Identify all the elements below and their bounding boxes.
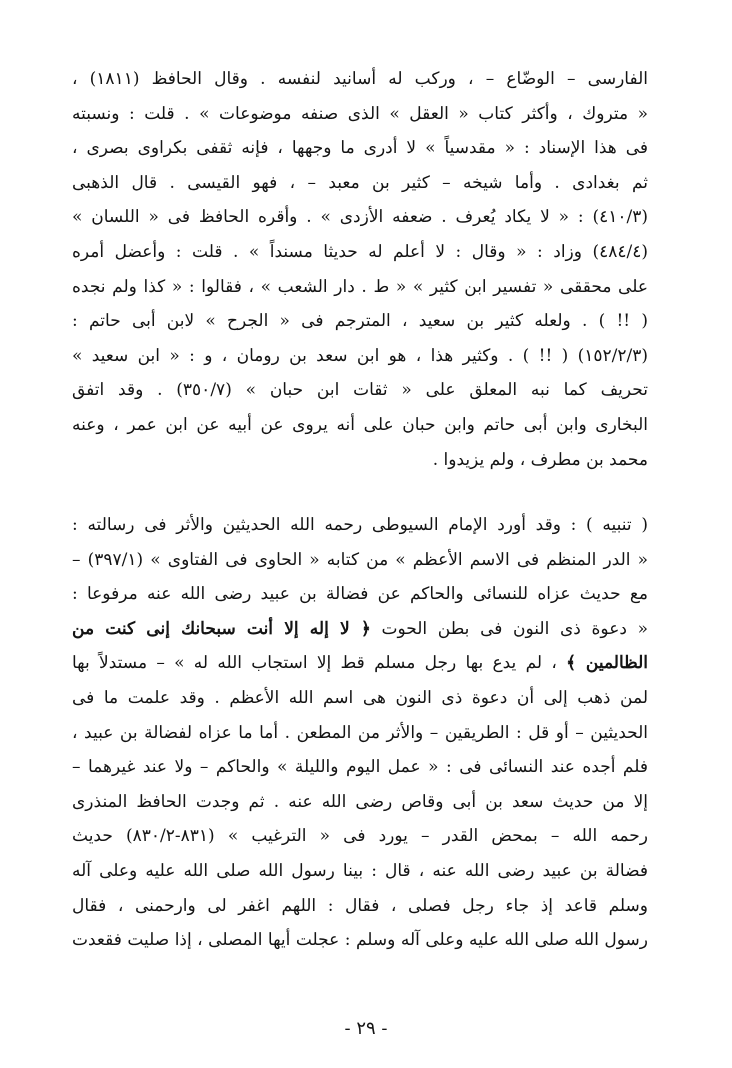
text-line: رحمه الله – بمحض القدر – يورد فى « الترغيب » (٨٣١-٨٣٠/٢) حديث [72, 826, 648, 847]
text-line: إلا من حديث سعد بن أبى وقاص رضى الله عنه . ثم وجدت الحافظ المنذرى [72, 791, 648, 812]
text-line: (٤٨٤/٤) وزاد : « وقال : لا أعلم له حديثا مسنداً » . قلت : وأعضل أمره [72, 241, 648, 262]
text-line-quran: « دعوة ذى النون فى بطن الحوت ﴿ لا إله إلا أنت سبحانك إنى كنت من [72, 618, 648, 639]
quran-verse: الظالمين ﴾ [566, 653, 648, 674]
text-line: « متروك ، وأكثر كتاب « العقل » الذى صنفه موضوعات » . قلت : ونسبته [72, 103, 648, 124]
text-line: فى هذا الإسناد : « مقدسياً » لا أدرى ما وجهها ، فإنه ثقفى بكراوى بصرى ، [72, 138, 648, 159]
text-line: « الدر المنظم فى الاسم الأعظم » من كتابه « الحاوى فى الفتاوى » (٣٩٧/١) – [72, 549, 648, 570]
text-line-quran: الظالمين ﴾ ، لم يدع بها رجل مسلم قط إلا استجاب الله له » – مستدلاً بها [72, 653, 648, 674]
text-line: (١٥٢/٢/٣) ( !! ) . وكثير هذا ، هو ابن سعد بن رومان ، و : « ابن سعيد » [72, 345, 648, 366]
text-line: الفارسى – الوضّاع – ، وركب له أسانيد لنفسه . وقال الحافظ (١٨١١) ، [72, 69, 648, 89]
text-line: (٤١٠/٣) : « لا يكاد يُعرف . ضعفه الأزدى » . وأقره الحافظ فى « اللسان » [72, 207, 648, 228]
text-line: على محققى « تفسير ابن كثير » « ط . دار الشعب » ، فقالوا : « كذا ولم نجده [72, 276, 648, 297]
text-line: فضالة بن عبيد رضى الله عنه ، قال : بينا رسول الله صلى الله عليه وعلى آله [72, 860, 648, 881]
text-line: ثم بغدادى . وأما شيخه – كثير بن معبد – ، فهو القيسى . قال الذهبى [72, 172, 648, 193]
text-line: ( !! ) . ولعله كثير بن سعيد ، المترجم فى « الجرح » لابن أبى حاتم : [72, 311, 648, 332]
text-line: ( تنبيه ) : وقد أورد الإمام السيوطى رحمه الله الحديثين والأثر فى رسالته : [72, 515, 648, 535]
text-line: مع حديث عزاه للنسائى والحاكم عن فضالة بن عبيد رضى الله عنه مرفوعا : [72, 584, 648, 605]
page-number: - ٢٩ - [344, 1018, 388, 1039]
text-line: الحديثين – أو قل : الطريقين – والأثر من المطعن . أما ما عزاه لفضالة بن عبيد ، [72, 722, 648, 743]
text-line: رسول الله صلى الله عليه وعلى آله وسلم : عجلت أيها المصلى ، إذا صليت فقعدت [72, 930, 648, 951]
text-line: فلم أجده عند النسائى فى : « عمل اليوم والليلة » والحاكم – ولا عند غيرهما – [72, 757, 648, 778]
text-line: محمد بن مطرف ، ولم يزيدوا . [432, 449, 648, 470]
paragraph-note [72, 508, 648, 958]
text-line: البخارى وابن أبى حاتم وابن حبان على أنه يروى عن أبيه عن ابن عمر ، وعنه [72, 414, 648, 435]
text-line: تحريف كما نبه المعلق على « ثقات ابن حبان » (٣٥٠/٧) . وقد اتفق [72, 380, 648, 401]
quran-verse: ﴿ لا إله إلا أنت سبحانك إنى كنت من [72, 618, 371, 639]
text-line: وسلم قاعد إذ جاء رجل فصلى ، فقال : اللهم اغفر لى وارحمنى ، فقال [72, 895, 648, 916]
paragraph-main [72, 62, 648, 477]
text-line: لمن ذهب إلى أن دعوة ذى النون هى اسم الله الأعظم . وقد علمت ما فى [72, 687, 648, 708]
